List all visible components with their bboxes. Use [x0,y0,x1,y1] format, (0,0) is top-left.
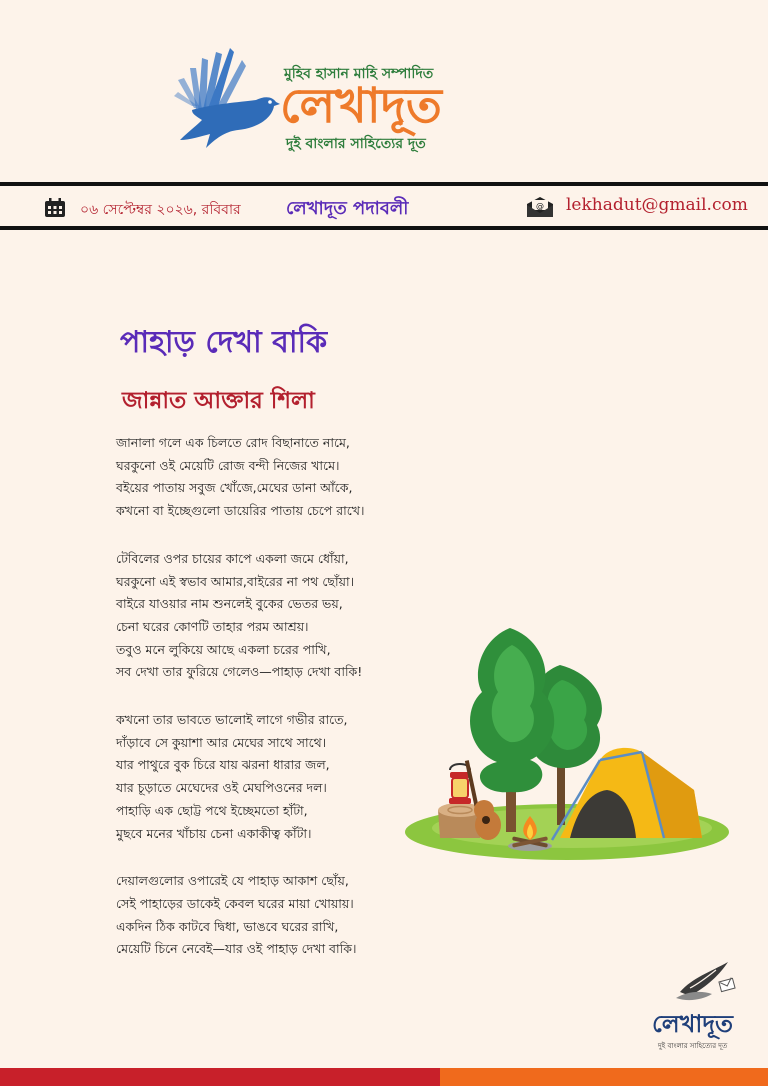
svg-text:@: @ [536,201,544,211]
poem-line: যার চূড়াতে মেঘেদের ওই মেঘপিওনের দল। [116,780,327,796]
poem-body [116,432,406,986]
footer-bar-right [440,1068,768,1086]
poem-line: সেই পাহাড়ের ডাকেই কেবল ঘরের মায়া খোয়ায়। [116,895,354,911]
poem-line: তবুও মনে লুকিয়ে আছে একলা চরের পাখি, [116,641,331,657]
stanza [116,432,406,523]
stanza [116,870,406,961]
poem-line: জানালা গলে এক চিলতে রোদ বিছানাতে নামে, [116,435,350,450]
poem-line: বইয়ের পাতায় সবুজ খোঁজে,মেঘের ডানা আঁকে, [116,480,353,496]
stanza [116,709,406,845]
brand-tagline: দুই বাংলার সাহিত্যের দূত [286,136,426,152]
section-title: লেখাদূত পদাবলী [286,198,409,219]
quill-bird-icon [670,958,740,1006]
poem-line: মুছবে মনের খাঁচায় চেনা একাকীত্ব কাঁটা। [116,825,312,841]
footer-logo [648,958,760,1056]
poem-line: ঘরকুনো ওই মেয়েটি রোজ বন্দী নিজের খামে। [116,457,340,473]
poem-line: বাইরে যাওয়ার নাম শুনলেই বুকের ভেতর ভয়, [116,596,343,612]
masthead [0,0,768,180]
calendar-icon [44,198,66,218]
brand-name: লেখাদূত [280,78,442,134]
poem-line: যার পাথুরে বুক চিরে যায় ঝরনা ধারার জল, [116,757,330,773]
issue-date: ০৬ সেপ্টেম্বর ২০২৬, রবিবার [80,202,241,218]
poem-line: কখনো তার ভাবতে ভালোই লাগে গভীর রাতে, [116,712,348,728]
camping-scene [402,620,732,865]
envelope-icon [526,196,554,218]
poem-line: দাঁড়াবে সে কুয়াশা আর মেঘের সাথে সাথে। [116,734,327,750]
poem-line: পাহাড়ি এক ছোট্ট পথে ইচ্ছেমতো হাঁটা, [116,802,308,818]
poem-line: একদিন ঠিক কাটবে দ্বিধা, ভাঙবে ঘরের রাখি, [116,918,339,934]
poem-author: জান্নাত আক্তার শিলা [122,388,315,414]
info-bar [0,182,768,230]
footer-brand-tagline: দুই বাংলার সাহিত্যের দূত [658,1042,728,1050]
editor-credit: মুহিব হাসান মাহি সম্পাদিত [284,66,434,82]
stanza [116,548,406,684]
poem-line: সব দেখা তার ফুরিয়ে গেলেও—পাহাড় দেখা বাকি! [116,664,363,680]
footer-bar-left [0,1068,440,1086]
poem-line: মেয়েটি চিনে নেবেই—যার ওই পাহাড় দেখা বাকি। [116,941,357,957]
poem-line: কখনো বা ইচ্ছেগুলো ডায়েরির পাতায় চেপে রাখে। [116,503,365,519]
poem-line: ঘরকুনো এই স্বভাব আমার,বাইরের না পথ ছোঁয়া। [116,573,355,589]
contact-email[interactable]: lekhadut@gmail.com [566,195,748,215]
poem-title: পাহাড় দেখা বাকি [120,325,328,360]
footer-brand-name: লেখাদূত [652,1010,733,1038]
blue-bird-icon [172,44,282,156]
poem-line: দেয়ালগুলোর ওপারেই যে পাহাড় আকাশ ছোঁয়, [116,873,349,889]
poem-line: টেবিলের ওপর চায়ের কাপে একলা জমে ধোঁয়া, [116,550,349,566]
poem-line: চেনা ঘরের কোণটি তাহার পরম আশ্রয়। [116,618,309,634]
